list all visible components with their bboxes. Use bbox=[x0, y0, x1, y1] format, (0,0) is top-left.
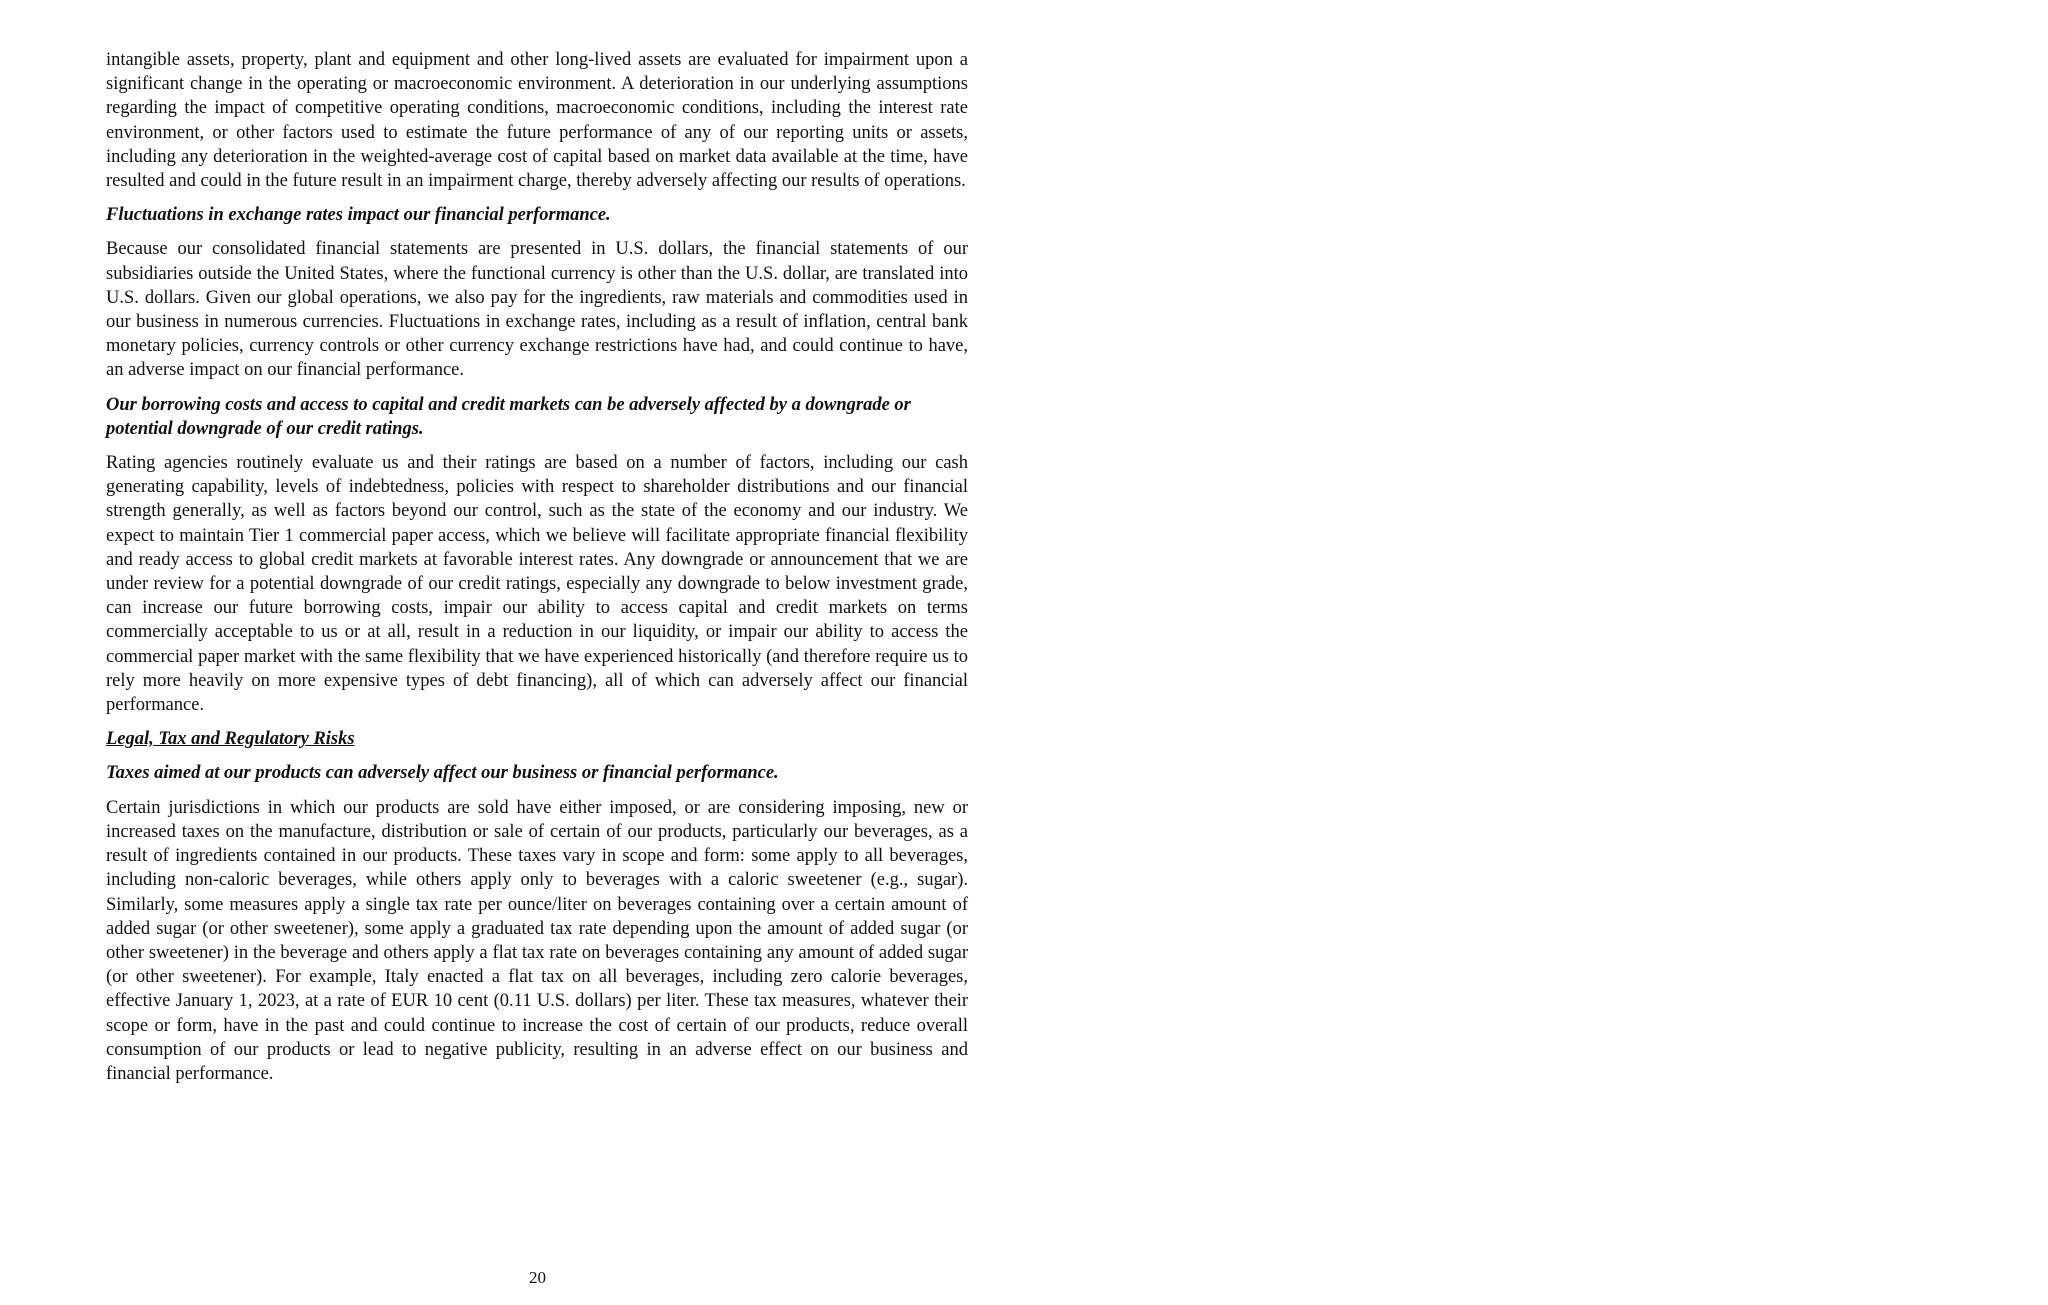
paragraph-exchange-rates: Because our consolidated financial statements are presented in U.S. dollars, the financial statements of our subsidiaries outside the United States, where the functional currency is other than the U.S. dollar, are translated into U.S. dollars. Given our global operations, we also pay for the ingredients, raw materials and commodities used in our business in numerous currencies. Fluctuations in exchange rates, including as a result of inflation, central bank monetary policies, currency controls or other currency exchange restrictions have had, and could continue to have, an adverse impact on our financial performance. bbox=[106, 239, 968, 381]
section-heading-legal-tax: Legal, Tax and Regulatory Risks bbox=[106, 729, 355, 750]
heading-taxes: Taxes aimed at our products can adversely affect our business or financial performance. bbox=[106, 763, 779, 784]
paragraph-credit-ratings: Rating agencies routinely evaluate us and their ratings are based on a number of factors, including our cash generating capability, levels of indebtedness, policies with respect to shareholder distributions and our financial strength generally, as well as factors beyond our control, such as the state of the economy and our industry. We expect to maintain Tier 1 commercial paper access, which we believe will facilitate appropriate financial flexibility and ready access to global credit markets at favorable interest rates. Any downgrade or announcement that we are under review for a potential downgrade of our credit ratings, especially any downgrade to below investment grade, can increase our future borrowing costs, impair our ability to access capital and credit markets on terms commercially acceptable to us or at all, result in a reduction in our liquidity, or impair our ability to access the commercial paper market with the same flexibility that we have experienced historically (and therefore require us to rely more heavily on more expensive types of debt financing), all of which can adversely affect our financial performance. bbox=[106, 453, 968, 716]
heading-credit-ratings: Our borrowing costs and access to capital and credit markets can be adversely affected by a downgrade or potential downgrade of our credit ratings. bbox=[106, 394, 911, 439]
heading-exchange-rates: Fluctuations in exchange rates impact our financial performance. bbox=[106, 205, 611, 226]
page-number: 20 bbox=[529, 1268, 546, 1287]
paragraph-impairment: intangible assets, property, plant and equipment and other long-lived assets are evaluated for impairment upon a significant change in the operating or macroeconomic environment. A deterioration in our underlying assumptions regarding the impact of competitive operating conditions, macroeconomic conditions, including the interest rate environment, or other factors used to estimate the future performance of any of our reporting units or assets, including any deterioration in the weighted-average cost of capital based on market data available at the time, have resulted and could in the future result in an impairment charge, thereby adversely affecting our results of operations. bbox=[106, 50, 968, 192]
paragraph-taxes: Certain jurisdictions in which our products are sold have either imposed, or are considering imposing, new or increased taxes on the manufacture, distribution or sale of certain of our products, particularly our beverages, as a result of ingredients contained in our products. These taxes vary in scope and form: some apply to all beverages, including non-caloric beverages, while others apply only to beverages with a caloric sweetener (e.g., sugar). Similarly, some measures apply a single tax rate per ounce/liter on beverages containing over a certain amount of added sugar (or other sweetener), some apply a graduated tax rate depending upon the amount of added sugar (or other sweetener) in the beverage and others apply a flat tax rate on beverages containing any amount of added sugar (or other sweetener). For example, Italy enacted a flat tax on all beverages, including zero calorie beverages, effective January 1, 2023, at a rate of EUR 10 cent (0.11 U.S. dollars) per liter. These tax measures, whatever their scope or form, have in the past and could continue to increase the cost of certain of our products, reduce overall consumption of our products or lead to negative publicity, resulting in an adverse effect on our business and financial performance. bbox=[106, 797, 968, 1084]
document-body bbox=[106, 48, 968, 1096]
